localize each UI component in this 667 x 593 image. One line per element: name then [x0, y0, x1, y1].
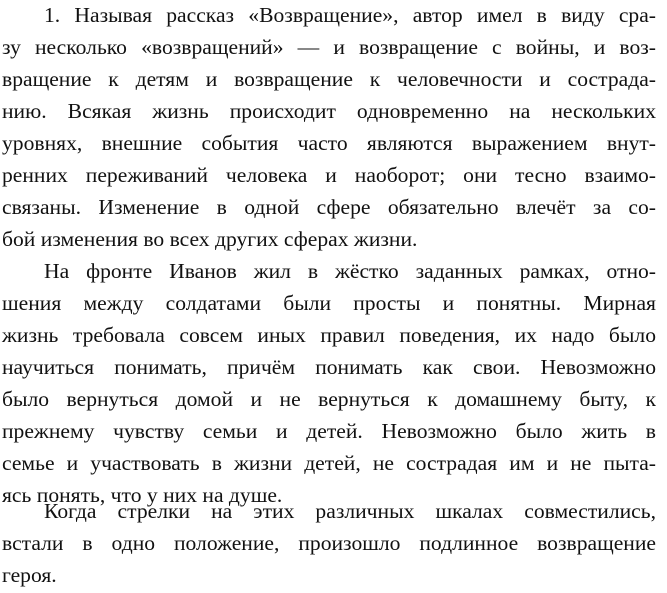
text-line: научиться понимать, причём понимать как свои. Невозможно: [2, 355, 656, 379]
text-line: семье и участвовать в жизни детей, не сострадая им и не пыта-: [2, 451, 656, 475]
text-line: было вернуться домой и не вернуться к домашнему быту, к: [2, 387, 656, 411]
text-line: ясь понять, что у них на душе.: [2, 483, 283, 507]
text-line: уровнях, внешние события часто являются выражением внут-: [2, 131, 656, 155]
text-line: героя.: [2, 563, 57, 587]
text-line: На фронте Иванов жил в жёстко заданных рамках, отно-: [44, 259, 656, 283]
text-line: шения между солдатами были просты и понятны. Мирная: [2, 291, 656, 315]
text-line: жизнь требовала совсем иных правил поведения, их надо было: [2, 323, 656, 347]
text-line: встали в одно положение, произошло подлинное возвращение: [2, 531, 656, 555]
text-line: вращение к детям и возвращение к человечности и сострада-: [2, 67, 656, 91]
text-line: 1. Называя рассказ «Возвращение», автор имел в виду сра-: [44, 3, 656, 27]
text-line: нию. Всякая жизнь происходит одновременно на нескольких: [2, 99, 656, 123]
text-line: прежнему чувству семьи и детей. Невозможно было жить в: [2, 419, 656, 443]
text-line: Когда стрелки на этих различных шкалах совместились,: [44, 499, 656, 523]
text-line: зу несколько «возвращений» — и возвращение с войны, и воз-: [2, 35, 656, 59]
text-line: ренних переживаний человека и наоборот; они тесно взаимо-: [2, 163, 656, 187]
text-line: бой изменения во всех других сферах жизни.: [2, 227, 418, 251]
text-line: связаны. Изменение в одной сфере обязательно влечёт за со-: [2, 195, 656, 219]
